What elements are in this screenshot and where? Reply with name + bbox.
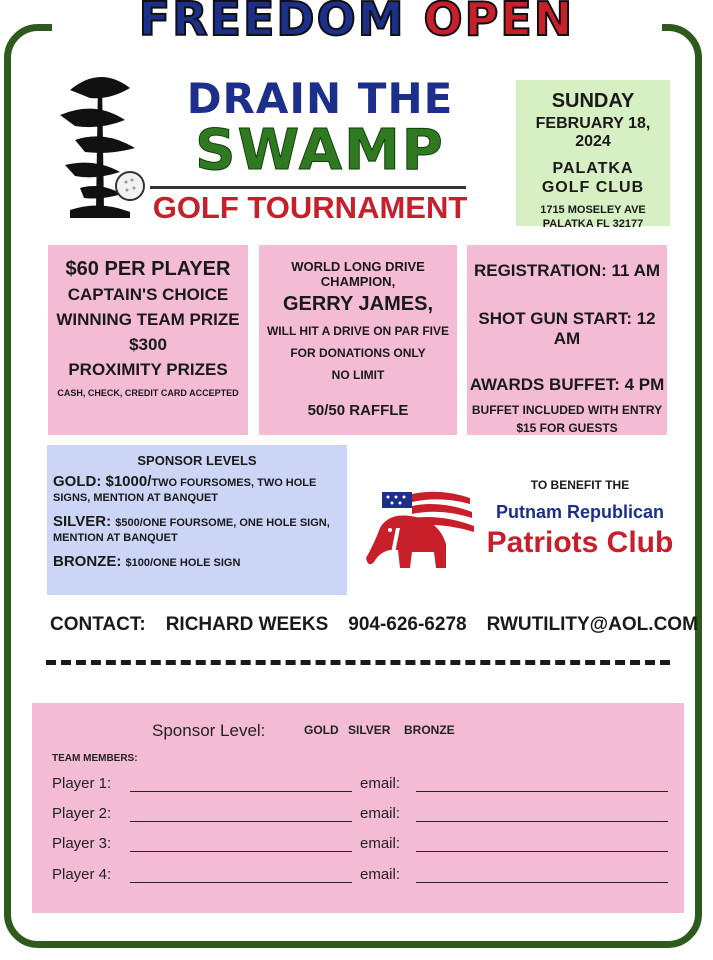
team-members-label: TEAM MEMBERS: bbox=[52, 753, 138, 764]
banner-word-freedom: FREEDOM bbox=[138, 0, 424, 46]
banner-word-open: OPEN bbox=[423, 0, 575, 46]
schedule-box bbox=[467, 245, 667, 435]
winning-team-prize: WINNING TEAM PRIZE bbox=[56, 310, 240, 329]
player-label: Player 4: bbox=[52, 866, 112, 883]
player-row bbox=[52, 775, 672, 795]
sponsor-option-bronze[interactable]: BRONZE bbox=[404, 723, 455, 737]
event-day: SUNDAY bbox=[551, 90, 635, 112]
player-name-field[interactable] bbox=[130, 851, 352, 852]
level-desc: $100/ONE HOLE SIGN bbox=[125, 557, 241, 569]
contact-email[interactable]: RWUTILITY@AOL.COM bbox=[486, 614, 698, 635]
sponsor-level-bronze bbox=[53, 554, 341, 571]
price-per-player: $60 PER PLAYER bbox=[65, 258, 231, 280]
long-drive-desc bbox=[259, 320, 457, 386]
long-drive-box bbox=[259, 245, 457, 435]
email-label: email: bbox=[360, 866, 401, 883]
proximity-prizes: PROXIMITY PRIZES bbox=[68, 360, 228, 379]
contact-label: CONTACT: bbox=[50, 614, 146, 635]
event-address bbox=[516, 203, 670, 231]
player-email-field[interactable] bbox=[416, 882, 668, 883]
player-label: Player 2: bbox=[52, 805, 112, 822]
venue-line-2: GOLF CLUB bbox=[541, 179, 645, 196]
cut-line bbox=[46, 660, 670, 665]
long-drive-line-3: WILL HIT A DRIVE ON PAR FIVE bbox=[266, 324, 449, 338]
buffet-info bbox=[467, 401, 667, 437]
level-name: BRONZE: bbox=[53, 553, 126, 570]
sponsor-option-silver[interactable]: SILVER bbox=[348, 723, 391, 737]
player-name-field[interactable] bbox=[130, 882, 352, 883]
contact-phone: 904-626-6278 bbox=[348, 614, 467, 635]
title-drain-the: DRAIN THE bbox=[186, 74, 454, 123]
freedom-open-banner bbox=[0, 0, 713, 46]
player-email-field[interactable] bbox=[416, 851, 668, 852]
registration-time: REGISTRATION: 11 AM bbox=[473, 261, 661, 280]
long-drive-line-5: NO LIMIT bbox=[331, 368, 385, 382]
org-name-line-1: Putnam Republican bbox=[495, 502, 665, 522]
event-venue bbox=[516, 159, 670, 197]
contact-line bbox=[50, 614, 698, 636]
level-name: GOLD: $1000/ bbox=[53, 473, 152, 490]
tournament-format: CAPTAIN'S CHOICE bbox=[67, 285, 229, 304]
player-row bbox=[52, 805, 672, 825]
elephant-flag-logo-icon bbox=[360, 488, 480, 578]
raffle: 50/50 RAFFLE bbox=[307, 402, 409, 419]
email-label: email: bbox=[360, 805, 401, 822]
pricing-box bbox=[48, 245, 248, 435]
buffet-line-2: $15 FOR GUESTS bbox=[516, 421, 618, 435]
player-name-field[interactable] bbox=[130, 821, 352, 822]
awards-buffet-time: AWARDS BUFFET: 4 PM bbox=[469, 375, 665, 394]
player-row bbox=[52, 866, 672, 886]
benefit-section bbox=[360, 474, 680, 584]
title-divider bbox=[150, 186, 466, 189]
venue-line-1: PALATKA bbox=[552, 160, 634, 177]
level-desc: $500/ONE FOURSOME, ONE HOLE SIGN, MENTION AT BANQUET bbox=[53, 517, 330, 544]
shotgun-start-time: SHOT GUN START: 12 AM bbox=[478, 309, 656, 348]
sponsor-levels-box bbox=[47, 445, 347, 595]
email-label: email: bbox=[360, 835, 401, 852]
player-name-field[interactable] bbox=[130, 791, 352, 792]
cypress-tree-golf-ball-icon bbox=[50, 60, 150, 230]
sponsor-level-silver bbox=[53, 514, 341, 546]
event-date-box bbox=[516, 80, 670, 230]
prize-amount: $300 bbox=[129, 335, 167, 354]
event-date: FEBRUARY 18, 2024 bbox=[535, 115, 651, 150]
payment-methods: CASH, CHECK, CREDIT CARD ACCEPTED bbox=[57, 388, 239, 398]
long-drive-name: GERRY JAMES, bbox=[282, 293, 434, 315]
sponsor-levels-heading: SPONSOR LEVELS bbox=[137, 453, 257, 468]
org-name-line-2: Patriots Club bbox=[486, 526, 674, 559]
player-label: Player 1: bbox=[52, 775, 112, 792]
level-name: SILVER: bbox=[53, 513, 116, 530]
email-label: email: bbox=[360, 775, 401, 792]
title-swamp: SWAMP bbox=[195, 118, 445, 183]
buffet-line-1: BUFFET INCLUDED WITH ENTRY bbox=[471, 403, 663, 417]
long-drive-line-4: FOR DONATIONS ONLY bbox=[290, 346, 426, 360]
player-email-field[interactable] bbox=[416, 791, 668, 792]
registration-form bbox=[32, 703, 684, 913]
long-drive-title: WORLD LONG DRIVE CHAMPION, bbox=[291, 259, 425, 289]
sponsor-level-gold bbox=[53, 474, 341, 506]
contact-name: RICHARD WEEKS bbox=[165, 614, 329, 635]
player-email-field[interactable] bbox=[416, 821, 668, 822]
address-line-2: PALATKA FL 32177 bbox=[542, 218, 644, 230]
player-label: Player 3: bbox=[52, 835, 112, 852]
address-line-1: 1715 MOSELEY AVE bbox=[540, 204, 646, 216]
level-desc: TWO FOURSOMES, TWO HOLE SIGNS, MENTION AT BANQUET bbox=[53, 477, 317, 504]
player-row bbox=[52, 835, 672, 855]
to-benefit-label: TO BENEFIT THE bbox=[530, 478, 630, 492]
sponsor-level-label: Sponsor Level: bbox=[152, 721, 266, 740]
sponsor-option-gold[interactable]: GOLD bbox=[304, 723, 339, 737]
title-golf-tournament: GOLF TOURNAMENT bbox=[152, 190, 468, 225]
